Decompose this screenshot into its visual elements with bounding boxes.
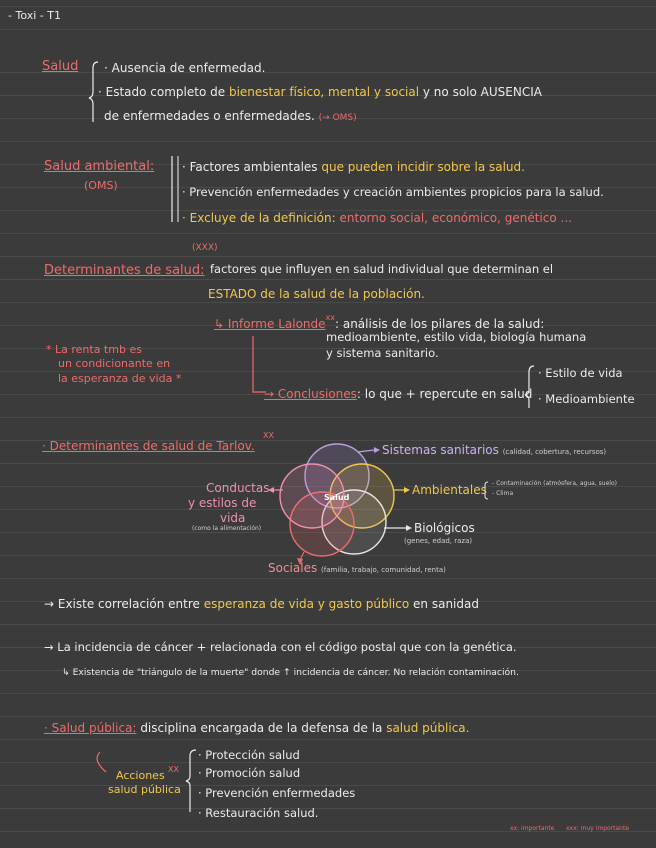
tarlov-conductas-3: vida — [220, 511, 246, 525]
salud-heading: Salud — [42, 59, 79, 74]
tarlov-conductas-2: y estilos de — [188, 496, 257, 510]
informe-line-2: medioambiente, estilo vida, biología humana — [326, 330, 587, 344]
acciones-line-2: salud pública — [108, 783, 181, 796]
accion-item-4: · Restauración salud. — [198, 806, 319, 820]
acciones-mark: XX — [168, 765, 179, 774]
salud-ambiental-item-2: · Prevención enfermedades y creación ambientes propicios para la salud. — [182, 185, 604, 199]
informe-lalonde: ↳ Informe Lalonde$^{xx}$: análisis de los pilares de la salud: — [214, 313, 545, 331]
side-note-line-1: * La renta tmb es — [46, 343, 142, 356]
salud-item-2: · Estado completo de bienestar físico, mental y social y no solo AUSENCIA — [98, 85, 542, 99]
tarlov-conductas-note: (como la alimentación) — [192, 525, 262, 532]
conclusion-medio: · Medioambiente — [538, 392, 635, 406]
determinantes-line-2: ESTADO de la salud de la población. — [208, 287, 425, 301]
side-note-line-3: la esperanza de vida * — [58, 372, 182, 385]
cancer-line: → La incidencia de cáncer + relacionada con el código postal que con la genética. — [44, 640, 517, 654]
tarlov-diagram — [268, 444, 412, 565]
salud-ambiental-heading: Salud ambiental: — [44, 159, 155, 174]
correlacion-line: → Existe correlación entre esperanza de vida y gasto público en sanidad — [44, 597, 479, 611]
tarlov-sistemas: Sistemas sanitarios (calidad, cobertura, recursos) — [382, 443, 607, 457]
determinantes-heading: Determinantes de salud: — [44, 263, 205, 278]
tarlov-center: Salud — [324, 493, 350, 502]
salud-item-2-cont: de enfermedades o enfermedades. (→ OMS) — [104, 109, 357, 123]
tarlov-biologicos: Biológicos — [414, 521, 475, 535]
salud-ambiental-oms: (OMS) — [84, 179, 118, 192]
salud-publica-line: · Salud pública: disciplina encargada de la defensa de la salud pública. — [44, 721, 470, 735]
tarlov-amb-note-2: - Clima — [492, 490, 514, 497]
page-title: - Toxi - T1 — [8, 9, 61, 22]
conclusiones: → Conclusiones: lo que + repercute en salud — [264, 387, 533, 401]
tarlov-sociales: Sociales (familia, trabajo, comunidad, renta) — [268, 561, 446, 575]
informe-line-3: y sistema sanitario. — [326, 346, 439, 360]
determinantes-line-1: factores que influyen en salud individual que determinan el — [210, 262, 554, 276]
side-note-line-2: un condicionante en — [58, 357, 171, 370]
tarlov-mark: XX — [263, 431, 274, 440]
accion-item-3: · Prevención enfermedades — [198, 786, 356, 800]
salud-item-1: · Ausencia de enfermedad. — [104, 61, 266, 75]
salud-ambiental-item-3: · Excluye de la definición: entorno social, económico, genético ... — [182, 211, 572, 225]
tarlov-bio-note: (genes, edad, raza) — [404, 537, 473, 545]
salud-ambiental-item-1: · Factores ambientales que pueden incidir sobre la salud. — [182, 160, 525, 174]
accion-item-2: · Promoción salud — [198, 766, 301, 780]
accion-item-1: · Protección salud — [198, 748, 300, 762]
conclusion-estilo: · Estilo de vida — [538, 366, 623, 380]
cancer-sub: ↳ Existencia de "triángulo de la muerte" donde ↑ incidencia de cáncer. No relación contaminación. — [62, 667, 519, 678]
tarlov-conductas-1: Conductas — [206, 481, 270, 495]
tarlov-heading: · Determinantes de salud de Tarlov. — [42, 439, 255, 453]
legend-very-important: xxx: muy importante — [566, 825, 630, 832]
acciones-line-1: Acciones — [116, 769, 165, 782]
tarlov-ambientales: Ambientales — [412, 483, 487, 497]
determinantes-mark: (XXX) — [192, 243, 218, 253]
legend-important: xx: importante — [510, 825, 555, 832]
tarlov-amb-note-1: - Contaminación (atmósfera, agua, suelo) — [492, 480, 617, 487]
